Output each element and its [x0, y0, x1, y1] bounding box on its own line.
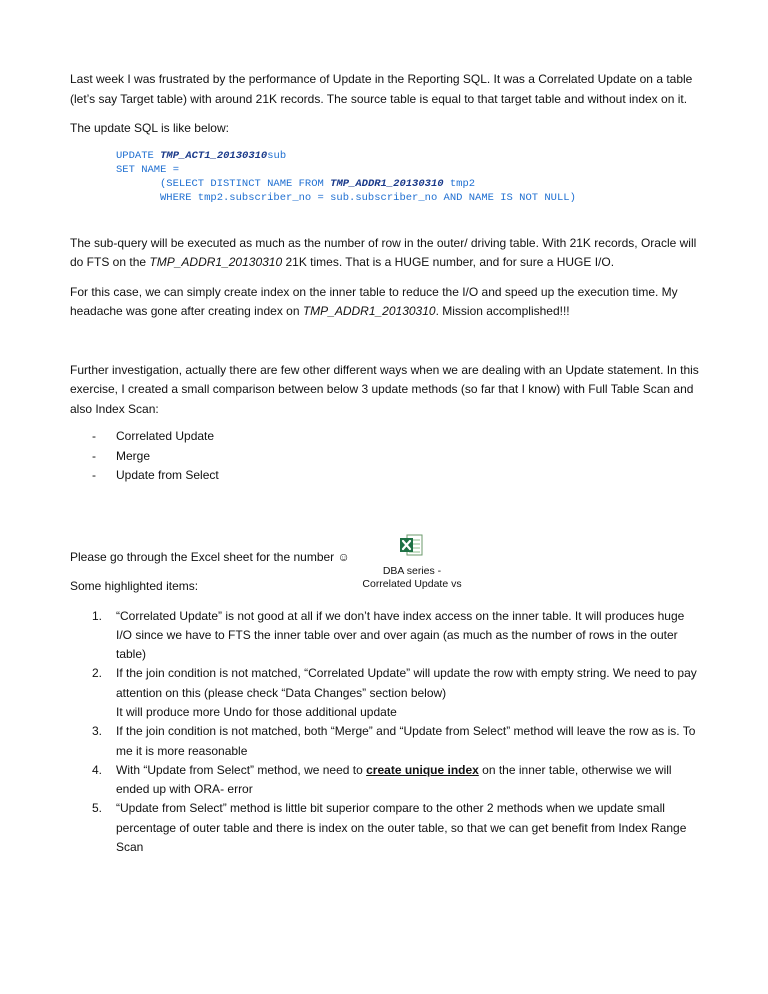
sql-line1-keyword: UPDATE: [116, 149, 161, 162]
index-text-a: For this case, we can simply create index on the inner table to reduce the I/O and speed up the execution time. My headache was gone after creating index on: [70, 284, 678, 318]
sql-line3-rest: tmp2: [443, 177, 476, 190]
sql-line1-table: TMP_ACT1_20130310: [160, 149, 268, 162]
intro-paragraph: Last week I was frustrated by the performance of Update in the Reporting SQL. It was a Correlated Update on a table (let’s say Target table) with around 21K records. The source table is equal to that target table and without index on it.: [70, 72, 693, 106]
sql-line3-pre: (SELECT DISTINCT NAME FROM: [160, 177, 331, 190]
subquery-table-name: TMP_ADDR1_20130310: [149, 255, 283, 269]
methods-list: [70, 427, 702, 486]
list-item: - Update from Select: [92, 468, 219, 482]
subquery-text-b: 21K times. That is a HUGE number, and for sure a HUGE I/O.: [282, 255, 615, 269]
sql-line3-table: TMP_ADDR1_20130310: [330, 177, 444, 190]
sql-line1-rest: sub: [267, 149, 287, 162]
excel-file-icon[interactable]: [398, 532, 424, 558]
index-table-name: TMP_ADDR1_20130310: [302, 304, 436, 318]
highlight-intro: Some highlighted items:: [70, 579, 199, 593]
list-item: 5. “Update from Select” method is little bit superior compare to the other 2 methods when we update small percentage of outer table and there is index on the outer table, so that we can get benefit from Index Range Scan: [92, 801, 687, 855]
excel-icon: [398, 532, 424, 558]
subquery-paragraph: [70, 234, 702, 273]
document-body: [70, 70, 702, 857]
excel-file-label[interactable]: DBA series - Correlated Update vs: [362, 565, 462, 590]
highlights-list: [70, 607, 702, 858]
list-item: 1. “Correlated Update” is not good at all if we don’t have index access on the inner table. It will produces huge I/O since we have to FTS the inner table over and over again (as much as the number of rows in the outer table): [92, 608, 685, 662]
list-item: 4. With “Update from Select” method, we need to create unique index on the inner table, otherwise we will ended up with ORA- error: [92, 762, 672, 797]
excel-paragraph: Please go through the Excel sheet for the number ☺: [70, 549, 350, 564]
further-paragraph: Further investigation, actually there are few other different ways when we are dealing with an Update statement. In this exercise, I created a small comparison between below 3 update methods (so far that I know) with Full Table Scan and also Index Scan:: [70, 362, 699, 416]
sql-intro: The update SQL is like below:: [70, 121, 229, 135]
sql-line4: WHERE tmp2.subscriber_no = sub.subscriber_no AND NAME IS NOT NULL): [160, 191, 576, 204]
sql-line2: SET NAME =: [116, 163, 180, 176]
sql-code-block: [116, 149, 702, 205]
list-item: 3. If the join condition is not matched, both “Merge” and “Update from Select” method will leave the row as is. To me it is more reasonable: [92, 724, 696, 758]
index-text-b: . Mission accomplished!!!: [435, 304, 570, 318]
index-paragraph: [70, 283, 702, 322]
list-item: 2. If the join condition is not matched, “Correlated Update” will update the row with empty string. We need to pay attention on this (please check “Data Changes” section below) It will produce more Undo for those additional update: [92, 666, 697, 719]
unique-index-link[interactable]: create unique index: [366, 762, 479, 777]
subquery-text-a: The sub-query will be executed as much as the number of row in the outer/ driving table. With 21K records, Oracle will do FTS on the: [70, 235, 697, 269]
list-item: - Correlated Update: [92, 429, 215, 443]
list-item: - Merge: [92, 448, 151, 463]
